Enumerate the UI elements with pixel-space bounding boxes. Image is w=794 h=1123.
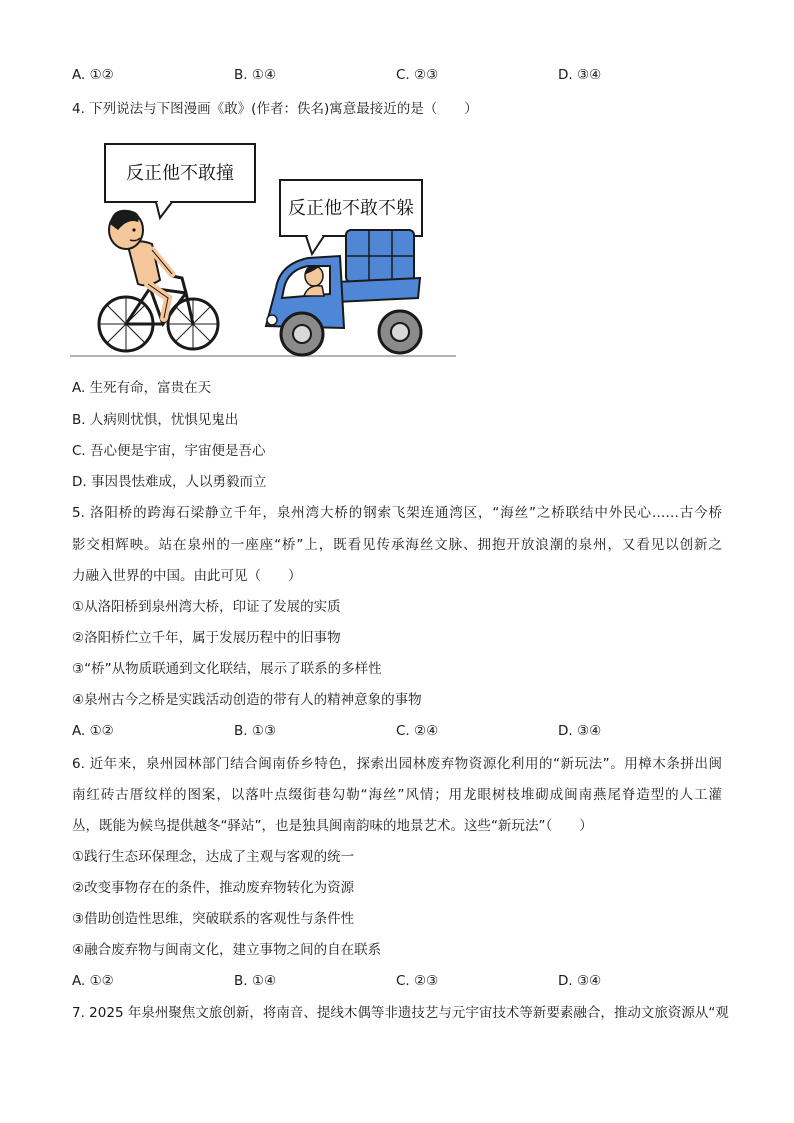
q3-option-d: D. ③④ (558, 67, 602, 83)
q5-statement-2: ②洛阳桥伫立千年，属于发展历程中的旧事物 (72, 630, 341, 646)
q6-option-d: D. ③④ (558, 973, 602, 989)
q6-statement-1: ①践行生态环保理念，达成了主观与客观的统一 (72, 849, 355, 865)
left-bubble-text: 反正他不敢撞 (126, 163, 234, 184)
q4-option-c: C. 吾心便是宇宙，宇宙便是吾心 (72, 443, 266, 459)
q6-statement-2: ②改变事物存在的条件，推动废弃物转化为资源 (72, 880, 355, 896)
q4-option-a: A. 生死有命，富贵在天 (72, 380, 212, 396)
q7-stem-line-1: 7. 2025 年泉州聚焦文旅创新，将南音、提线木偶等非遗技艺与元宇宙技术等新要素融合，推动文旅资源从“观 (72, 1005, 729, 1021)
q6-stem-line-2: 南红砖古厝纹样的图案，以落叶点缀街巷勾勒“海丝”风情；用龙眼树枝堆砌成闽南燕尾脊造型的人工灌 (72, 787, 722, 803)
q6-statement-4: ④融合废弃物与闽南文化，建立事物之间的自在联系 (72, 942, 382, 958)
q5-statement-3: ③“桥”从物质联通到文化联结，展示了联系的多样性 (72, 661, 382, 677)
cyclist-figure (99, 210, 218, 351)
q4-option-d: D. 事因畏怯难成，人以勇毅而立 (72, 474, 267, 490)
q5-statement-1: ①从洛阳桥到泉州湾大桥，印证了发展的实质 (72, 599, 341, 615)
q5-option-d: D. ③④ (558, 723, 602, 739)
right-bubble-text: 反正他不敢不躲 (288, 198, 414, 219)
q3-option-b: B. ①④ (234, 67, 277, 83)
q6-option-c: C. ②③ (396, 973, 439, 989)
q5-stem-line-2: 影交相辉映。站在泉州的一座座“桥”上，既看见传承海丝文脉、拥抱开放浪潮的泉州，又看见以创新之 (72, 537, 722, 553)
q5-option-a: A. ①② (72, 723, 114, 739)
left-speech-bubble (105, 144, 255, 218)
q5-option-c: C. ②④ (396, 723, 439, 739)
q3-options (72, 65, 732, 85)
q3-option-a: A. ①② (72, 67, 114, 83)
q3-option-c: C. ②③ (396, 67, 439, 83)
q6-options (72, 971, 732, 991)
q5-options (72, 721, 732, 741)
q4-option-b: B. 人病则忧惧，忧惧见鬼出 (72, 412, 239, 428)
q4-stem: 4. 下列说法与下图漫画《敢》(作者：佚名)寓意最接近的是（ ） (72, 101, 478, 117)
q5-option-b: B. ①③ (234, 723, 277, 739)
q5-statement-4: ④泉州古今之桥是实践活动创造的带有人的精神意象的事物 (72, 692, 422, 708)
truck-figure (266, 230, 421, 355)
cartoon-image (68, 138, 458, 363)
q6-stem-line-3: 丛，既能为候鸟提供越冬“驿站”，也是独具闽南韵味的地景艺术。这些“新玩法”（ ） (72, 818, 593, 834)
q5-stem-line-3: 力融入世界的中国。由此可见（ ） (72, 568, 302, 584)
q5-stem-line-1: 5. 洛阳桥的跨海石梁静立千年，泉州湾大桥的钢索飞架连通湾区，“海丝”之桥联结中外民心……古今桥 (72, 505, 722, 521)
q6-option-b: B. ①④ (234, 973, 277, 989)
q6-option-a: A. ①② (72, 973, 114, 989)
q6-stem-line-1: 6. 近年来，泉州园林部门结合闽南侨乡特色，探索出园林废弃物资源化利用的“新玩法”。用樟木条拼出闽 (72, 756, 722, 772)
q6-statement-3: ③借助创造性思维，突破联系的客观性与条件性 (72, 911, 355, 927)
